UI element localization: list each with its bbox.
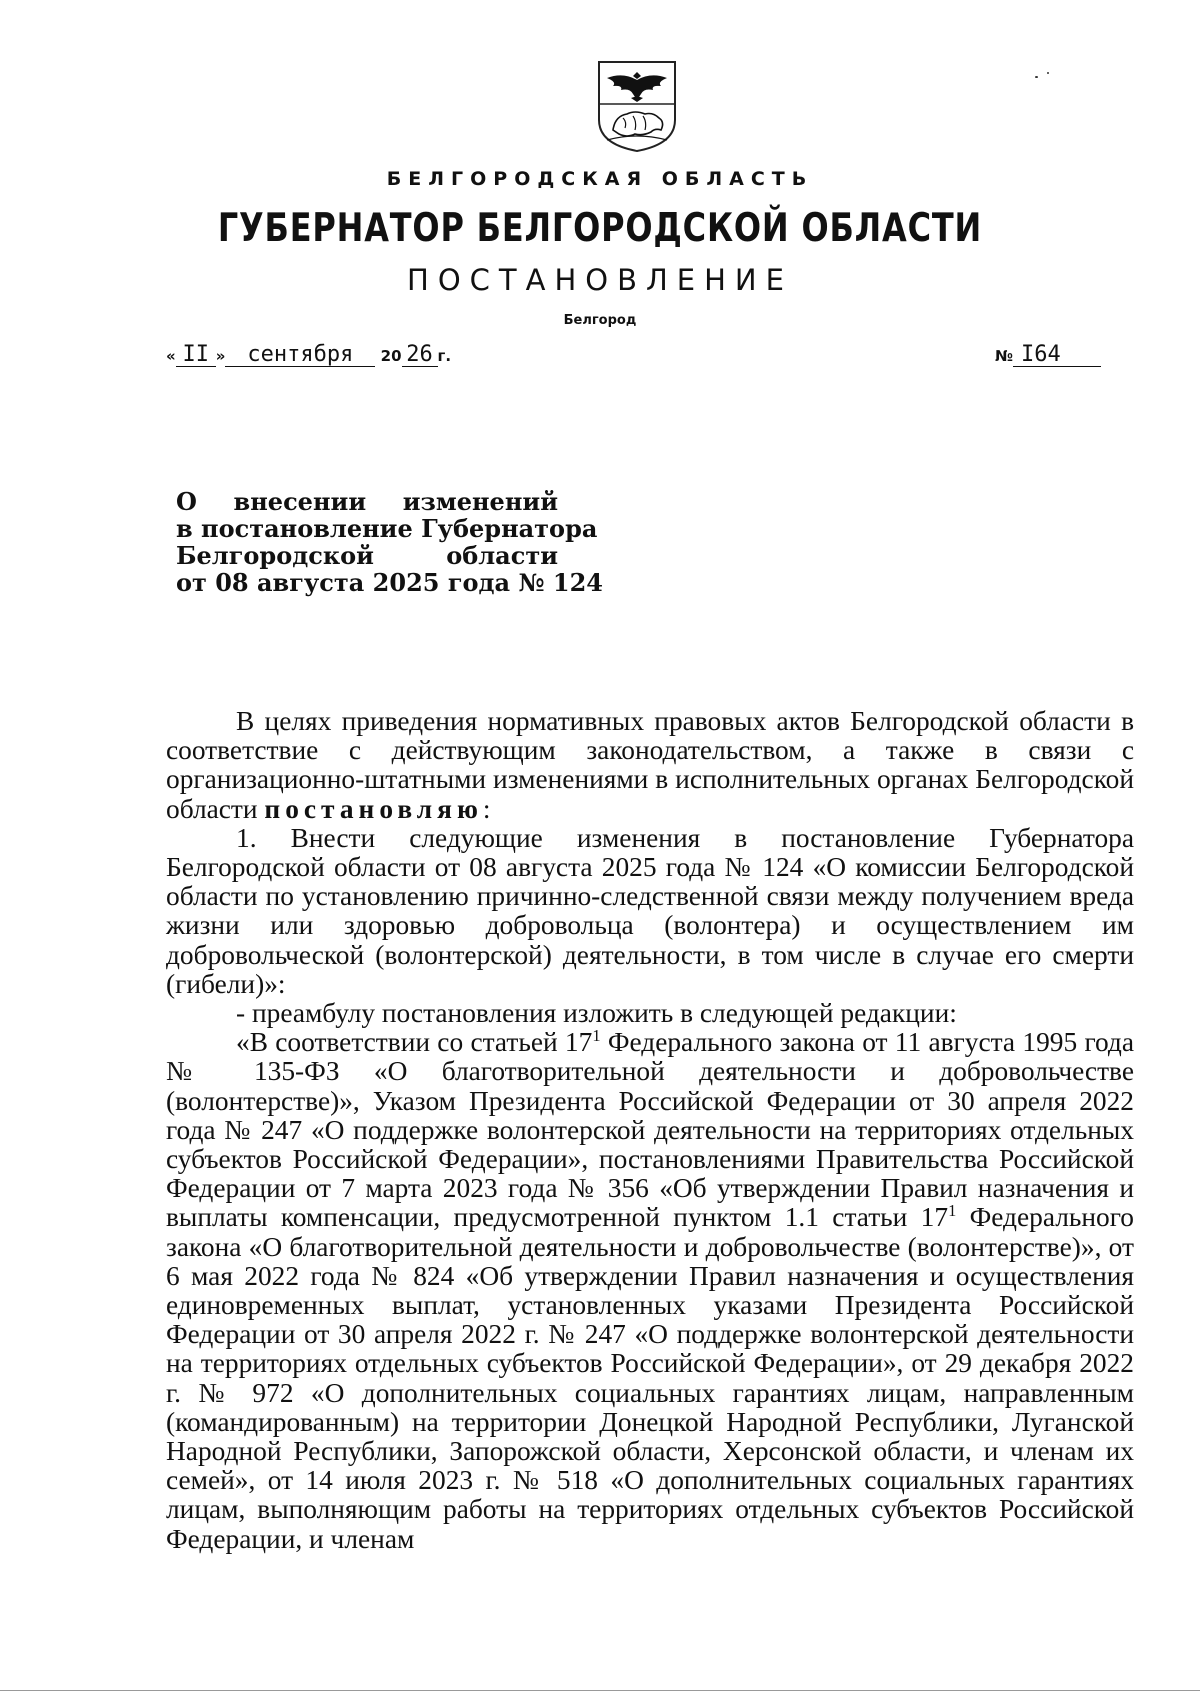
quote-text-a: «В соответствии со статьей 17	[236, 1027, 593, 1058]
date-close-quote: »	[215, 347, 226, 365]
region-title: БЕЛГОРОДСКАЯ ОБЛАСТЬ	[386, 168, 814, 190]
preamble-end: :	[482, 793, 491, 824]
scan-edge-line	[0, 1690, 1200, 1691]
subject-line: в постановление Губернатора	[176, 514, 598, 543]
date-year-prefix: 20	[380, 347, 402, 365]
quote-text-c: Федерального закона «О благотворительной деятельности и добровольчестве (волонтерстве)», от 6 мая 2022 года № 824 «Об утверждении Правил назначения и осуществления единовременных выплат, установленных указами Президента Российской Федерации от 30 апреля 2022 г. № 247 «О поддержке волонтерской деятельности на территориях отдельных субъектов Российской Федерации», от 29 декабря 2022 г. № 972 «О дополнительных социальных гарантиях лицам, направленным (командированным) на территории Донецкой Народной Республики, Луганской Народной Республики, Запорожской области, Херсонской области, и членам их семей», от 14 июля 2023 г. № 518 «О дополнительных социальных гарантиях лицам, выполняющим работы на территориях отдельных субъектов Российской Федерации, и членам	[166, 1202, 1135, 1554]
date-day: II	[176, 344, 216, 367]
coat-of-arms-icon	[593, 58, 681, 154]
document-body	[166, 707, 1134, 1554]
superscript: 1	[948, 1201, 957, 1221]
document-type: ПОСТАНОВЛЕНИЕ	[407, 263, 793, 297]
preamble-text: В целях приведения нормативных правовых актов Белгородской области в соответствие с действующим законодательством, а также в связи с организационно-штатными изменениями в исполнительных органах Белгородской области	[166, 706, 1134, 824]
scan-speck	[1047, 72, 1049, 74]
paragraph-new-preamble	[166, 1028, 1134, 1554]
subject-line: О внесении изменений	[176, 487, 558, 516]
document-date	[166, 344, 451, 367]
date-open-quote: «	[166, 347, 176, 365]
governor-title: ГУБЕРНАТОР БЕЛГОРОДСКОЙ ОБЛАСТИ	[217, 206, 983, 251]
number-value: I64	[1013, 344, 1101, 367]
quote-text-b: Федерального закона от 11 августа 1995 года № 135-ФЗ «О благотворительной деятельности и добровольчестве (волонтерстве)», Указом Президента Российской Федерации от 30 апреля 2022 года № 247 «О поддержке волонтерской деятельности на территориях отдельных субъектов Российской Федерации», постановлениями Правительства Российской Федерации от 7 марта 2023 года № 356 «Об утверждении Правил назначения и выплаты компенсации, предусмотренной пунктом 1.1 статьи 17	[166, 1027, 1135, 1233]
superscript: 1	[592, 1026, 601, 1046]
date-year-suffix: 26	[402, 344, 438, 367]
scan-speck	[1035, 76, 1038, 78]
date-month: сентября	[225, 344, 375, 367]
paragraph-preamble	[166, 707, 1134, 824]
document-subject	[176, 487, 603, 597]
subject-line: Белгородской области	[176, 541, 558, 570]
resolve-keyword: постановляю	[264, 793, 483, 824]
subject-line: от 08 августа 2025 года № 124	[176, 568, 603, 597]
document-number	[995, 344, 1101, 367]
number-label: №	[995, 347, 1014, 365]
paragraph-item-1: 1. Внести следующие изменения в постановление Губернатора Белгородской области от 08 августа 2025 года № 124 «О комиссии Белгородской области по установлению причинно-следственной связи между получением вреда жизни или здоровью добровольца (волонтера) и осуществлением им добровольческой (волонтерской) деятельности, в том числе в случае его смерти (гибели)»:	[166, 822, 1134, 999]
paragraph-dash: - преамбулу постановления изложить в следующей редакции:	[236, 998, 957, 1029]
date-year-marker: г.	[437, 347, 452, 365]
city-name: Белгород	[563, 313, 637, 328]
